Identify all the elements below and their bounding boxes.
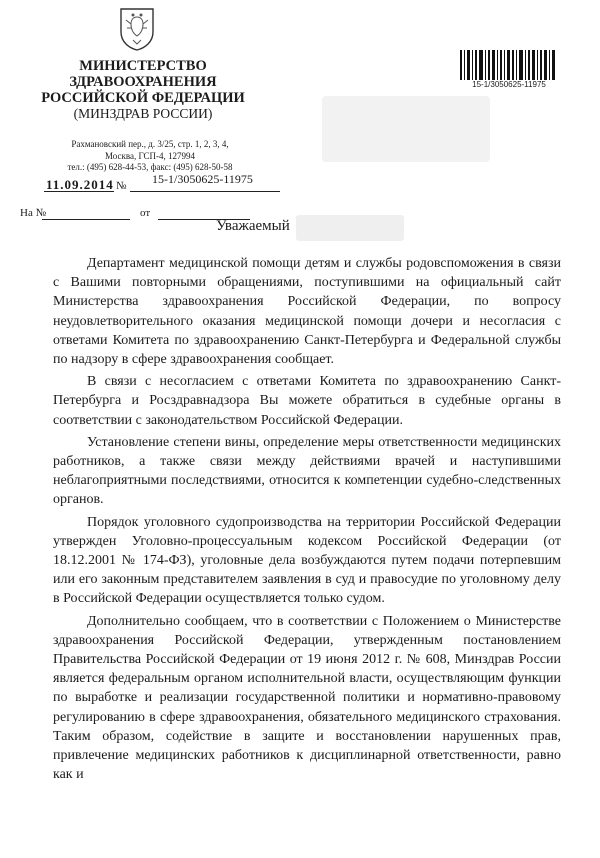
- organization-name: [34, 58, 252, 122]
- address-line: Рахмановский пер., д. 3/25, стр. 1, 2, 3, 4,: [71, 139, 229, 149]
- ref-from-label: от: [140, 207, 151, 219]
- body-paragraph: Установление степени вины, определение меры ответственности медицинских работников, а также связи между действиями врачей и наступившими неблагоприятными последствиями, относится к компетенции судебно-следственных органов.: [53, 434, 561, 508]
- body-paragraph: Дополнительно сообщаем, что в соответствии с Положением о Министерстве здравоохранения Российской Федерации, утвержденным постановлением Правительства Российской Федерации от 19 июня 2012 г. № 608, Минздрав России является федеральным органом исполнительной власти, осуществляющим функции по выработке и реализации государственной политики и нормативно-правовому регулированию в сфере здравоохранения, обязательного медицинского страхования. Таким образом, содействие в защите и восстановлении нарушенных прав, привлечение медицинских работников к дисциплинарной ответственности, равно как и: [53, 613, 561, 783]
- body-paragraph: Порядок уголовного судопроизводства на территории Российской Федерации утвержден Уголовно-процессуальным кодексом Российской Федерации (от 18.12.2001 № 174-ФЗ), уголовные дела возбуждаются путем подачи потерпевшим или его законным представителем заявления в суд и правосудие по уголовному делу в Российской Федерации осуществляется только судом.: [53, 514, 561, 607]
- org-line: МИНИСТЕРСТВО: [79, 58, 207, 74]
- salutation: Уважаемый: [216, 218, 290, 234]
- body-paragraph: В связи с несогласием с ответами Комитета по здравоохранению Санкт-Петербурга и Росздравнадзора Вы можете обратиться в судебные органы в соответствии с законодательством Российской Федерации.: [53, 374, 561, 428]
- number-underline: [130, 191, 280, 192]
- address-line: тел.: (495) 628-44-53, факс: (495) 628-50-58: [67, 162, 233, 172]
- state-emblem-icon: [118, 6, 156, 52]
- date-number-row: [44, 174, 294, 192]
- body-paragraph: Департамент медицинской помощи детям и службы родовспоможения в связи с Вашими повторными обращениями, поступившими на официальный сайт Министерства здравоохранения Российской Федерации, по вопросу неудовлетворительного оказания медицинской помощи дочери и несогласия с ответами Комитета по здравоохранению Санкт-Петербурга и Федеральной службы по надзору в сфере здравоохранения сообщает.: [53, 256, 561, 368]
- letter-date: 11.09.2014: [46, 177, 114, 192]
- ref-label: На №: [20, 207, 47, 219]
- number-label: №: [116, 180, 127, 192]
- org-line: ЗДРАВООХРАНЕНИЯ: [69, 74, 217, 90]
- date-underline: [44, 191, 114, 192]
- letter-number: 15-1/3050625-11975: [152, 172, 253, 186]
- org-short-name: (МИНЗДРАВ РОССИИ): [73, 106, 213, 121]
- organization-address: [30, 139, 270, 174]
- org-line: РОССИЙСКОЙ ФЕДЕРАЦИИ: [41, 90, 245, 106]
- address-line: Москва, ГСП-4, 127994: [104, 150, 196, 161]
- ref-underline: [42, 219, 130, 220]
- letter-body: [53, 254, 561, 787]
- barcode-number: 15-1/3050625-11975: [472, 80, 546, 89]
- redacted-recipient-block: [322, 96, 490, 162]
- barcode-icon: [460, 50, 555, 80]
- redacted-recipient-name: [296, 215, 404, 241]
